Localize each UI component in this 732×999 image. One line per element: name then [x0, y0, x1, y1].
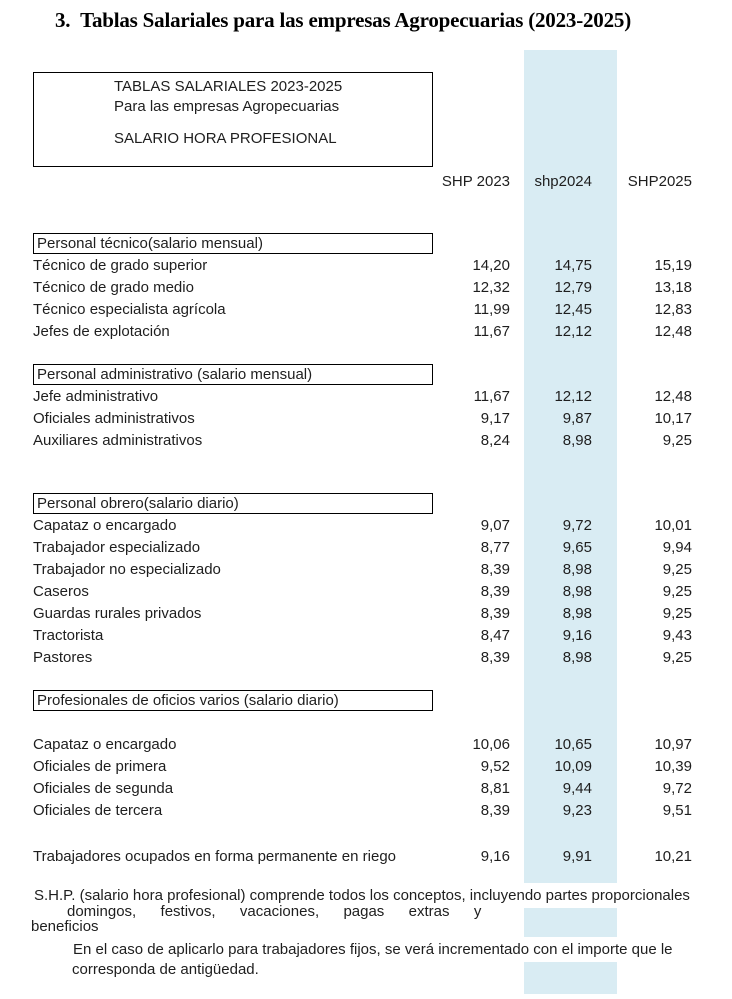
salary-value-2025: 9,94 — [662, 538, 692, 556]
salary-value-2025: 10,21 — [654, 847, 692, 865]
salary-value-2023: 8,39 — [480, 560, 510, 578]
salary-value-2023: 8,39 — [480, 801, 510, 819]
salary-value-2025: 9,25 — [662, 582, 692, 600]
table-row — [33, 755, 732, 777]
salary-value-2023: 9,17 — [480, 409, 510, 427]
salary-value-2025: 13,18 — [654, 278, 692, 296]
salary-value-2024: 12,12 — [554, 322, 592, 340]
salary-value-2023: 8,77 — [480, 538, 510, 556]
salary-value-2024: 10,09 — [554, 757, 592, 775]
salary-value-2025: 15,19 — [654, 256, 692, 274]
section — [33, 690, 732, 821]
salary-value-2024: 12,12 — [554, 387, 592, 405]
page-title: 3. Tablas Salariales para las empresas Agropecuarias (2023-2025) — [55, 8, 631, 32]
row-label: Trabajador no especializado — [33, 560, 221, 578]
salary-value-2025: 10,01 — [654, 516, 692, 534]
row-label: Jefe administrativo — [33, 387, 159, 405]
salary-value-2025: 9,25 — [662, 431, 692, 449]
row-label: Auxiliares administrativos — [33, 431, 203, 449]
section — [33, 364, 732, 451]
column-header-shp2023: SHP 2023 — [441, 173, 510, 190]
salary-value-2024: 9,72 — [562, 516, 592, 534]
table-row — [33, 320, 732, 342]
salary-value-2023: 9,07 — [480, 516, 510, 534]
table-row — [33, 777, 732, 799]
column-header-shp2024: shp2024 — [534, 173, 592, 190]
table-row — [33, 254, 732, 276]
salary-value-2025: 9,51 — [662, 801, 692, 819]
salary-value-2025: 10,17 — [654, 409, 692, 427]
table-row — [33, 385, 732, 407]
salary-value-2025: 9,25 — [662, 560, 692, 578]
salary-value-2023: 8,39 — [480, 582, 510, 600]
salary-value-2025: 12,83 — [654, 300, 692, 318]
section-title: Personal administrativo (salario mensual) — [37, 366, 313, 383]
salary-value-2023: 8,39 — [480, 604, 510, 622]
salary-value-2024: 9,65 — [562, 538, 592, 556]
row-label: Trabajador especializado — [33, 538, 201, 556]
salary-value-2024: 8,98 — [562, 604, 592, 622]
footnotes — [33, 883, 732, 977]
footnote-line: S.H.P. (salario hora profesional) comprende todos los conceptos, incluyendo partes proporcionales — [33, 883, 700, 908]
salary-value-2023: 11,99 — [473, 300, 510, 318]
table-row — [33, 733, 732, 755]
salary-value-2023: 12,32 — [472, 278, 510, 296]
table-row — [33, 298, 732, 320]
salary-sections — [0, 233, 732, 821]
salary-value-2024: 10,65 — [554, 735, 592, 753]
salary-value-2025: 12,48 — [654, 322, 692, 340]
table-title-line: TABLAS SALARIALES 2023-2025 — [114, 78, 343, 95]
row-label: Caseros — [33, 582, 89, 600]
salary-value-2025: 9,25 — [662, 604, 692, 622]
section-title-box — [33, 364, 433, 385]
row-label: Jefes de explotación — [33, 322, 170, 340]
table-row — [33, 536, 732, 558]
table-row — [33, 429, 732, 451]
row-label: Técnico de grado superior — [33, 256, 208, 274]
footnote-line: En el caso de aplicarlo para trabajadores fijos, se verá incrementado con el importe que le — [72, 937, 683, 962]
section-title: Personal obrero(salario diario) — [37, 495, 239, 512]
table-row — [33, 580, 732, 602]
salary-value-2025: 12,48 — [654, 387, 692, 405]
footnote-line: domingos, festivos, vacaciones, pagas extras y — [67, 903, 482, 920]
salary-value-2024: 8,98 — [562, 560, 592, 578]
salary-value-2024: 8,98 — [562, 582, 592, 600]
salary-value-2023: 8,81 — [480, 779, 510, 797]
salary-value-2023: 9,52 — [480, 757, 510, 775]
table-row — [33, 407, 732, 429]
table-row — [33, 276, 732, 298]
footnote-line: beneficios — [31, 918, 99, 935]
table-row — [33, 646, 732, 668]
row-label: Oficiales administrativos — [33, 409, 195, 427]
section — [33, 493, 732, 668]
salary-value-2023: 11,67 — [473, 387, 510, 405]
table-caption-line: SALARIO HORA PROFESIONAL — [114, 130, 337, 147]
salary-value-2024: 9,87 — [562, 409, 592, 427]
table-row — [33, 799, 732, 821]
table-row — [33, 558, 732, 580]
salary-value-2024: 14,75 — [554, 256, 592, 274]
salary-value-2025: 9,72 — [662, 779, 692, 797]
row-label: Técnico especialista agrícola — [33, 300, 226, 318]
section-title-box — [33, 493, 433, 514]
salary-value-2023: 9,16 — [480, 847, 510, 865]
section-title-box — [33, 233, 433, 254]
salary-value-2024: 9,16 — [562, 626, 592, 644]
salary-value-2024: 9,44 — [562, 779, 592, 797]
salary-value-2023: 8,47 — [480, 626, 510, 644]
row-label: Técnico de grado medio — [33, 278, 194, 296]
salary-value-2024: 8,98 — [562, 431, 592, 449]
salary-value-2025: 9,43 — [662, 626, 692, 644]
salary-value-2023: 8,24 — [480, 431, 510, 449]
table-title-spacer — [114, 117, 432, 129]
column-header-shp2025: SHP2025 — [627, 173, 692, 190]
row-label: Capataz o encargado — [33, 735, 177, 753]
row-label: Tractorista — [33, 626, 104, 644]
salary-value-2024: 12,79 — [554, 278, 592, 296]
row-label: Oficiales de tercera — [33, 801, 163, 819]
standalone-row-riego — [33, 845, 732, 867]
salary-value-2023: 10,06 — [472, 735, 510, 753]
row-label: Oficiales de segunda — [33, 779, 174, 797]
row-label: Oficiales de primera — [33, 757, 167, 775]
salary-value-2025: 10,39 — [654, 757, 692, 775]
salary-value-2023: 14,20 — [472, 256, 510, 274]
section-title-box — [33, 690, 433, 711]
salary-value-2024: 9,23 — [562, 801, 592, 819]
salary-value-2023: 8,39 — [480, 648, 510, 666]
table-row — [33, 602, 732, 624]
table-subtitle-line: Para las empresas Agropecuarias — [114, 98, 340, 115]
blank-row — [33, 711, 732, 733]
footnote-line: corresponda de antigüedad. — [72, 961, 259, 978]
table-title-box — [33, 72, 433, 167]
salary-value-2025: 10,97 — [654, 735, 692, 753]
row-label: Capataz o encargado — [33, 516, 177, 534]
section — [33, 233, 732, 342]
table-row — [33, 514, 732, 536]
column-header-row — [33, 175, 732, 189]
salary-value-2023: 11,67 — [473, 322, 510, 340]
salary-value-2024: 8,98 — [562, 648, 592, 666]
table-row — [33, 624, 732, 646]
row-label: Pastores — [33, 648, 93, 666]
salary-value-2025: 9,25 — [662, 648, 692, 666]
section-title: Personal técnico(salario mensual) — [37, 235, 263, 252]
row-label: Trabajadores ocupados en forma permanente en riego — [33, 847, 397, 865]
salary-value-2024: 12,45 — [554, 300, 592, 318]
salary-value-2024: 9,91 — [562, 847, 592, 865]
row-label: Guardas rurales privados — [33, 604, 202, 622]
section-title: Profesionales de oficios varios (salario diario) — [37, 692, 339, 709]
